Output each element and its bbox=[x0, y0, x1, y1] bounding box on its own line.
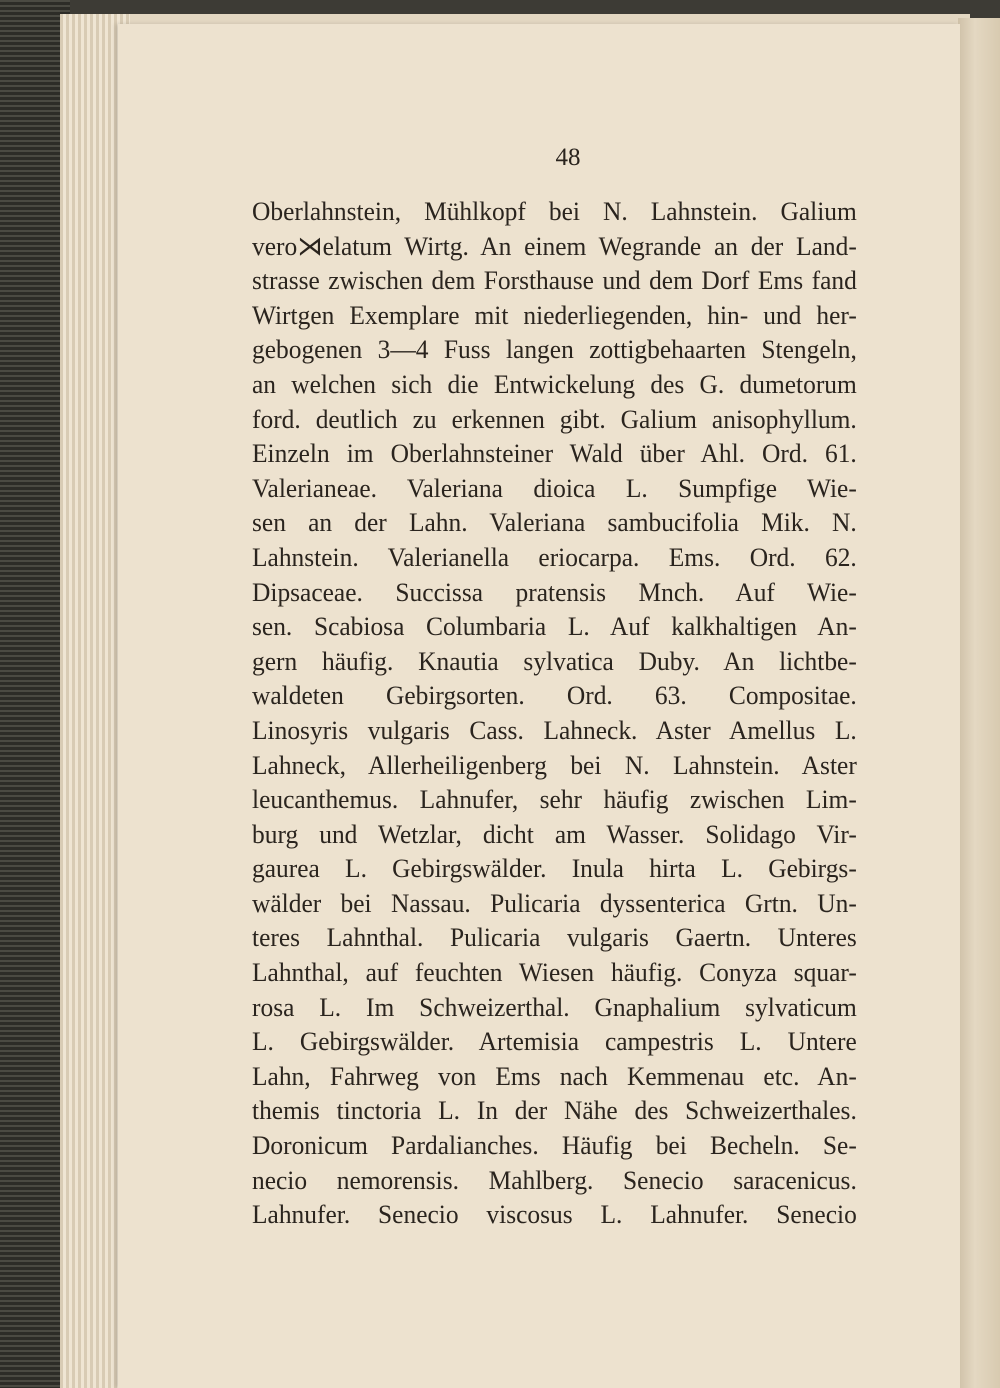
text-line: ford. deutlich zu erkennen gibt. Galium anisophyllum. bbox=[252, 403, 857, 434]
text-line: Einzeln im Oberlahnsteiner Wald über Ahl. Ord. 61. bbox=[252, 438, 857, 469]
page-body-text bbox=[252, 194, 857, 1232]
facing-page-edge bbox=[958, 18, 1000, 1388]
text-line: Lahn, Fahrweg von Ems nach Kemmenau etc. An- bbox=[252, 1060, 857, 1091]
text-line: an welchen sich die Entwickelung des G. dumetorum bbox=[252, 368, 857, 399]
text-line: gebogenen 3—4 Fuss langen zottigbehaarten Stengeln, bbox=[252, 334, 857, 365]
text-line: Lahnthal, auf feuchten Wiesen häufig. Conyza squar- bbox=[252, 957, 857, 988]
text-line: Lahneck, Allerheiligenberg bei N. Lahnstein. Aster bbox=[252, 749, 857, 780]
text-line: sen. Scabiosa Columbaria L. Auf kalkhaltigen An- bbox=[252, 611, 857, 642]
text-line: wälder bei Nassau. Pulicaria dyssenterica Grtn. Un- bbox=[252, 887, 857, 918]
text-line: Linosyris vulgaris Cass. Lahneck. Aster Amellus L. bbox=[252, 714, 857, 745]
text-line: gern häufig. Knautia sylvatica Duby. An lichtbe- bbox=[252, 645, 857, 676]
text-line: Lahnufer. Senecio viscosus L. Lahnufer. Senecio bbox=[252, 1199, 857, 1230]
text-line: rosa L. Im Schweizerthal. Gnaphalium sylvaticum bbox=[252, 991, 857, 1022]
text-line: Oberlahnstein, Mühlkopf bei N. Lahnstein. Galium bbox=[252, 196, 857, 226]
text-line: L. Gebirgswälder. Artemisia campestris L. Untere bbox=[252, 1026, 857, 1057]
text-line: sen an der Lahn. Valeriana sambucifolia Mik. N. bbox=[252, 507, 857, 538]
text-line: burg und Wetzlar, dicht am Wasser. Solidago Vir- bbox=[252, 818, 857, 849]
text-line: Doronicum Pardalianches. Häufig bei Becheln. Se- bbox=[252, 1130, 857, 1161]
text-line: Wirtgen Exemplare mit niederliegenden, hin- und her- bbox=[252, 299, 857, 330]
text-line: themis tinctoria L. In der Nähe des Schweizerthales. bbox=[252, 1095, 857, 1126]
text-line: leucanthemus. Lahnufer, sehr häufig zwischen Lim- bbox=[252, 784, 857, 815]
text-line: Valerianeae. Valeriana dioica L. Sumpfige Wie- bbox=[252, 472, 857, 503]
text-line: strasse zwischen dem Forsthause und dem Dorf Ems fand bbox=[252, 265, 857, 296]
text-line: teres Lahnthal. Pulicaria vulgaris Gaertn. Unteres bbox=[252, 922, 857, 953]
text-line: Lahnstein. Valerianella eriocarpa. Ems. Ord. 62. bbox=[252, 541, 857, 572]
text-line: vero⋊elatum Wirtg. An einem Wegrande an der Land- bbox=[252, 230, 857, 261]
text-line: waldeten Gebirgsorten. Ord. 63. Compositae. bbox=[252, 680, 857, 711]
text-line: Dipsaceae. Succissa pratensis Mnch. Auf Wie- bbox=[252, 576, 857, 607]
page-number: 48 bbox=[555, 144, 581, 171]
text-line: necio nemorensis. Mahlberg. Senecio saracenicus. bbox=[252, 1164, 857, 1195]
text-line: gaurea L. Gebirgswälder. Inula hirta L. Gebirgs- bbox=[252, 853, 857, 884]
